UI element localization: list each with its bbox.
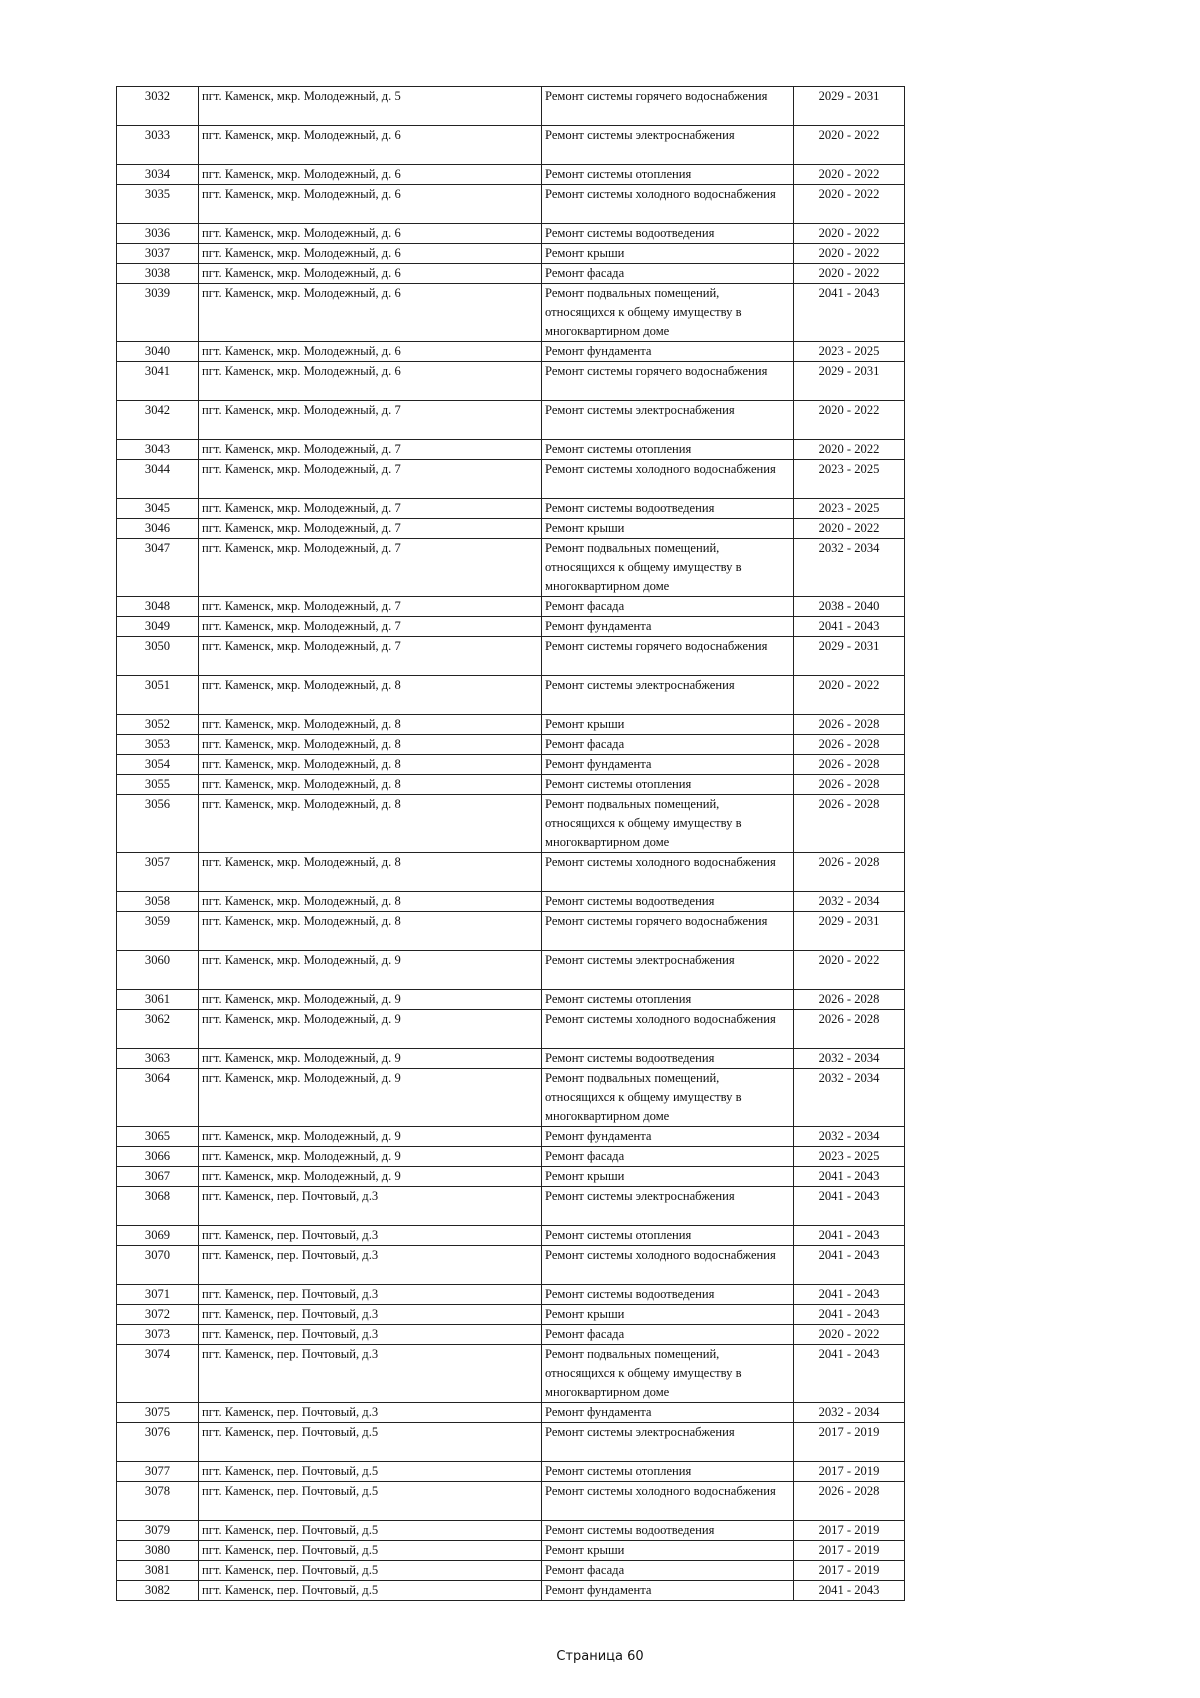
period-cell: 2017 - 2019 <box>794 1521 905 1541</box>
period-cell: 2041 - 2043 <box>794 1246 905 1285</box>
period-cell: 2026 - 2028 <box>794 795 905 853</box>
table-row <box>117 1167 905 1187</box>
row-number-cell: 3069 <box>117 1226 199 1246</box>
period-cell: 2029 - 2031 <box>794 637 905 676</box>
work-type-cell: Ремонт фасада <box>542 1147 794 1167</box>
work-type-cell: Ремонт системы водоотведения <box>542 499 794 519</box>
row-number-cell: 3068 <box>117 1187 199 1226</box>
address-cell: пгт. Каменск, мкр. Молодежный, д. 6 <box>199 284 542 342</box>
work-type-cell: Ремонт системы горячего водоснабжения <box>542 87 794 126</box>
period-cell: 2026 - 2028 <box>794 853 905 892</box>
period-cell: 2038 - 2040 <box>794 597 905 617</box>
row-number-cell: 3048 <box>117 597 199 617</box>
table-body <box>117 87 905 1601</box>
address-cell: пгт. Каменск, пер. Почтовый, д.3 <box>199 1226 542 1246</box>
address-cell: пгт. Каменск, мкр. Молодежный, д. 9 <box>199 1167 542 1187</box>
period-cell: 2041 - 2043 <box>794 1226 905 1246</box>
row-number-cell: 3047 <box>117 539 199 597</box>
table-row <box>117 126 905 165</box>
table-row <box>117 499 905 519</box>
address-cell: пгт. Каменск, мкр. Молодежный, д. 9 <box>199 1069 542 1127</box>
work-type-cell: Ремонт крыши <box>542 519 794 539</box>
table-row <box>117 244 905 264</box>
work-type-cell: Ремонт подвальных помещений, относящихся к общему имуществу в многоквартирном доме <box>542 284 794 342</box>
row-number-cell: 3070 <box>117 1246 199 1285</box>
period-cell: 2020 - 2022 <box>794 244 905 264</box>
work-type-cell: Ремонт системы холодного водоснабжения <box>542 1482 794 1521</box>
row-number-cell: 3050 <box>117 637 199 676</box>
address-cell: пгт. Каменск, мкр. Молодежный, д. 7 <box>199 617 542 637</box>
address-cell: пгт. Каменск, мкр. Молодежный, д. 6 <box>199 126 542 165</box>
work-type-cell: Ремонт системы электроснабжения <box>542 401 794 440</box>
row-number-cell: 3036 <box>117 224 199 244</box>
row-number-cell: 3060 <box>117 951 199 990</box>
period-cell: 2032 - 2034 <box>794 539 905 597</box>
work-type-cell: Ремонт крыши <box>542 1305 794 1325</box>
period-cell: 2020 - 2022 <box>794 185 905 224</box>
work-type-cell: Ремонт фундамента <box>542 1581 794 1601</box>
address-cell: пгт. Каменск, мкр. Молодежный, д. 9 <box>199 990 542 1010</box>
period-cell: 2023 - 2025 <box>794 499 905 519</box>
work-type-cell: Ремонт системы электроснабжения <box>542 1423 794 1462</box>
row-number-cell: 3079 <box>117 1521 199 1541</box>
address-cell: пгт. Каменск, мкр. Молодежный, д. 7 <box>199 539 542 597</box>
row-number-cell: 3065 <box>117 1127 199 1147</box>
row-number-cell: 3049 <box>117 617 199 637</box>
period-cell: 2041 - 2043 <box>794 1305 905 1325</box>
address-cell: пгт. Каменск, мкр. Молодежный, д. 6 <box>199 342 542 362</box>
table-row <box>117 1049 905 1069</box>
row-number-cell: 3071 <box>117 1285 199 1305</box>
row-number-cell: 3082 <box>117 1581 199 1601</box>
work-type-cell: Ремонт системы холодного водоснабжения <box>542 853 794 892</box>
row-number-cell: 3053 <box>117 735 199 755</box>
period-cell: 2017 - 2019 <box>794 1423 905 1462</box>
page-number: Страница 60 <box>556 1649 644 1664</box>
row-number-cell: 3052 <box>117 715 199 735</box>
table-row <box>117 1305 905 1325</box>
row-number-cell: 3075 <box>117 1403 199 1423</box>
period-cell: 2020 - 2022 <box>794 401 905 440</box>
work-type-cell: Ремонт подвальных помещений, относящихся к общему имуществу в многоквартирном доме <box>542 1069 794 1127</box>
work-type-cell: Ремонт крыши <box>542 1541 794 1561</box>
table-row <box>117 892 905 912</box>
work-type-cell: Ремонт фундамента <box>542 1403 794 1423</box>
period-cell: 2032 - 2034 <box>794 892 905 912</box>
row-number-cell: 3072 <box>117 1305 199 1325</box>
row-number-cell: 3044 <box>117 460 199 499</box>
table-row <box>117 1482 905 1521</box>
address-cell: пгт. Каменск, мкр. Молодежный, д. 7 <box>199 597 542 617</box>
work-type-cell: Ремонт крыши <box>542 1167 794 1187</box>
row-number-cell: 3041 <box>117 362 199 401</box>
row-number-cell: 3077 <box>117 1462 199 1482</box>
work-type-cell: Ремонт системы отопления <box>542 990 794 1010</box>
work-type-cell: Ремонт фасада <box>542 597 794 617</box>
address-cell: пгт. Каменск, мкр. Молодежный, д. 8 <box>199 853 542 892</box>
work-type-cell: Ремонт системы электроснабжения <box>542 951 794 990</box>
period-cell: 2032 - 2034 <box>794 1049 905 1069</box>
address-cell: пгт. Каменск, мкр. Молодежный, д. 8 <box>199 775 542 795</box>
period-cell: 2020 - 2022 <box>794 165 905 185</box>
table-row <box>117 224 905 244</box>
period-cell: 2029 - 2031 <box>794 362 905 401</box>
table-row <box>117 853 905 892</box>
work-type-cell: Ремонт системы отопления <box>542 1462 794 1482</box>
period-cell: 2026 - 2028 <box>794 775 905 795</box>
row-number-cell: 3037 <box>117 244 199 264</box>
period-cell: 2026 - 2028 <box>794 1010 905 1049</box>
table-row <box>117 676 905 715</box>
work-type-cell: Ремонт фасада <box>542 1325 794 1345</box>
address-cell: пгт. Каменск, пер. Почтовый, д.3 <box>199 1305 542 1325</box>
period-cell: 2026 - 2028 <box>794 755 905 775</box>
period-cell: 2026 - 2028 <box>794 990 905 1010</box>
address-cell: пгт. Каменск, мкр. Молодежный, д. 6 <box>199 244 542 264</box>
table-row <box>117 1325 905 1345</box>
address-cell: пгт. Каменск, мкр. Молодежный, д. 7 <box>199 440 542 460</box>
table-row <box>117 1285 905 1305</box>
row-number-cell: 3073 <box>117 1325 199 1345</box>
period-cell: 2041 - 2043 <box>794 1581 905 1601</box>
work-type-cell: Ремонт подвальных помещений, относящихся к общему имуществу в многоквартирном доме <box>542 539 794 597</box>
work-type-cell: Ремонт системы электроснабжения <box>542 126 794 165</box>
period-cell: 2041 - 2043 <box>794 1187 905 1226</box>
table-row <box>117 342 905 362</box>
address-cell: пгт. Каменск, мкр. Молодежный, д. 6 <box>199 224 542 244</box>
period-cell: 2041 - 2043 <box>794 284 905 342</box>
row-number-cell: 3051 <box>117 676 199 715</box>
period-cell: 2020 - 2022 <box>794 224 905 244</box>
table-row <box>117 401 905 440</box>
period-cell: 2020 - 2022 <box>794 440 905 460</box>
period-cell: 2032 - 2034 <box>794 1069 905 1127</box>
row-number-cell: 3034 <box>117 165 199 185</box>
work-type-cell: Ремонт фасада <box>542 735 794 755</box>
table-row <box>117 775 905 795</box>
table-row <box>117 1069 905 1127</box>
address-cell: пгт. Каменск, пер. Почтовый, д.3 <box>199 1325 542 1345</box>
address-cell: пгт. Каменск, мкр. Молодежный, д. 6 <box>199 185 542 224</box>
period-cell: 2041 - 2043 <box>794 617 905 637</box>
address-cell: пгт. Каменск, пер. Почтовый, д.5 <box>199 1561 542 1581</box>
address-cell: пгт. Каменск, мкр. Молодежный, д. 7 <box>199 637 542 676</box>
address-cell: пгт. Каменск, мкр. Молодежный, д. 7 <box>199 499 542 519</box>
period-cell: 2041 - 2043 <box>794 1167 905 1187</box>
address-cell: пгт. Каменск, пер. Почтовый, д.5 <box>199 1521 542 1541</box>
table-row <box>117 440 905 460</box>
address-cell: пгт. Каменск, мкр. Молодежный, д. 8 <box>199 912 542 951</box>
address-cell: пгт. Каменск, мкр. Молодежный, д. 8 <box>199 892 542 912</box>
table-row <box>117 1561 905 1581</box>
row-number-cell: 3054 <box>117 755 199 775</box>
table-row <box>117 519 905 539</box>
table-row <box>117 637 905 676</box>
work-type-cell: Ремонт системы горячего водоснабжения <box>542 912 794 951</box>
period-cell: 2026 - 2028 <box>794 735 905 755</box>
period-cell: 2020 - 2022 <box>794 519 905 539</box>
period-cell: 2032 - 2034 <box>794 1403 905 1423</box>
address-cell: пгт. Каменск, мкр. Молодежный, д. 8 <box>199 676 542 715</box>
address-cell: пгт. Каменск, пер. Почтовый, д.5 <box>199 1423 542 1462</box>
address-cell: пгт. Каменск, пер. Почтовый, д.3 <box>199 1187 542 1226</box>
address-cell: пгт. Каменск, пер. Почтовый, д.5 <box>199 1482 542 1521</box>
address-cell: пгт. Каменск, мкр. Молодежный, д. 6 <box>199 264 542 284</box>
row-number-cell: 3074 <box>117 1345 199 1403</box>
address-cell: пгт. Каменск, мкр. Молодежный, д. 9 <box>199 1147 542 1167</box>
period-cell: 2017 - 2019 <box>794 1561 905 1581</box>
row-number-cell: 3078 <box>117 1482 199 1521</box>
table-row <box>117 1127 905 1147</box>
address-cell: пгт. Каменск, мкр. Молодежный, д. 8 <box>199 715 542 735</box>
period-cell: 2020 - 2022 <box>794 951 905 990</box>
table-row <box>117 1521 905 1541</box>
table-row <box>117 1147 905 1167</box>
period-cell: 2026 - 2028 <box>794 1482 905 1521</box>
work-type-cell: Ремонт крыши <box>542 715 794 735</box>
address-cell: пгт. Каменск, мкр. Молодежный, д. 6 <box>199 165 542 185</box>
work-type-cell: Ремонт фасада <box>542 1561 794 1581</box>
row-number-cell: 3046 <box>117 519 199 539</box>
table-row <box>117 185 905 224</box>
address-cell: пгт. Каменск, мкр. Молодежный, д. 8 <box>199 795 542 853</box>
work-type-cell: Ремонт фундамента <box>542 617 794 637</box>
address-cell: пгт. Каменск, мкр. Молодежный, д. 9 <box>199 1010 542 1049</box>
table-row <box>117 1581 905 1601</box>
period-cell: 2023 - 2025 <box>794 1147 905 1167</box>
period-cell: 2017 - 2019 <box>794 1462 905 1482</box>
work-type-cell: Ремонт системы водоотведения <box>542 1049 794 1069</box>
work-type-cell: Ремонт фундамента <box>542 755 794 775</box>
table-row <box>117 912 905 951</box>
address-cell: пгт. Каменск, пер. Почтовый, д.5 <box>199 1462 542 1482</box>
address-cell: пгт. Каменск, пер. Почтовый, д.3 <box>199 1246 542 1285</box>
table-row <box>117 1423 905 1462</box>
work-type-cell: Ремонт системы водоотведения <box>542 224 794 244</box>
address-cell: пгт. Каменск, пер. Почтовый, д.3 <box>199 1403 542 1423</box>
table-row <box>117 795 905 853</box>
work-type-cell: Ремонт системы отопления <box>542 165 794 185</box>
period-cell: 2041 - 2043 <box>794 1345 905 1403</box>
period-cell: 2023 - 2025 <box>794 460 905 499</box>
row-number-cell: 3064 <box>117 1069 199 1127</box>
row-number-cell: 3045 <box>117 499 199 519</box>
work-type-cell: Ремонт системы отопления <box>542 1226 794 1246</box>
table-row <box>117 87 905 126</box>
row-number-cell: 3043 <box>117 440 199 460</box>
address-cell: пгт. Каменск, пер. Почтовый, д.3 <box>199 1345 542 1403</box>
period-cell: 2026 - 2028 <box>794 715 905 735</box>
table-row <box>117 597 905 617</box>
period-cell: 2029 - 2031 <box>794 912 905 951</box>
row-number-cell: 3035 <box>117 185 199 224</box>
work-type-cell: Ремонт крыши <box>542 244 794 264</box>
work-type-cell: Ремонт подвальных помещений, относящихся к общему имуществу в многоквартирном доме <box>542 795 794 853</box>
work-type-cell: Ремонт системы холодного водоснабжения <box>542 460 794 499</box>
table-row <box>117 1187 905 1226</box>
row-number-cell: 3062 <box>117 1010 199 1049</box>
table-row <box>117 1541 905 1561</box>
row-number-cell: 3056 <box>117 795 199 853</box>
work-type-cell: Ремонт фасада <box>542 264 794 284</box>
row-number-cell: 3061 <box>117 990 199 1010</box>
table-row <box>117 1345 905 1403</box>
work-type-cell: Ремонт фундамента <box>542 1127 794 1147</box>
row-number-cell: 3058 <box>117 892 199 912</box>
row-number-cell: 3076 <box>117 1423 199 1462</box>
address-cell: пгт. Каменск, мкр. Молодежный, д. 8 <box>199 755 542 775</box>
row-number-cell: 3039 <box>117 284 199 342</box>
work-type-cell: Ремонт системы электроснабжения <box>542 1187 794 1226</box>
table-row <box>117 1226 905 1246</box>
table-row <box>117 735 905 755</box>
period-cell: 2032 - 2034 <box>794 1127 905 1147</box>
address-cell: пгт. Каменск, мкр. Молодежный, д. 6 <box>199 362 542 401</box>
period-cell: 2023 - 2025 <box>794 342 905 362</box>
work-type-cell: Ремонт системы холодного водоснабжения <box>542 185 794 224</box>
work-type-cell: Ремонт системы водоотведения <box>542 1521 794 1541</box>
table-row <box>117 951 905 990</box>
address-cell: пгт. Каменск, мкр. Молодежный, д. 7 <box>199 401 542 440</box>
row-number-cell: 3067 <box>117 1167 199 1187</box>
address-cell: пгт. Каменск, мкр. Молодежный, д. 5 <box>199 87 542 126</box>
work-type-cell: Ремонт системы горячего водоснабжения <box>542 362 794 401</box>
repair-schedule-table <box>116 86 905 1601</box>
work-type-cell: Ремонт системы горячего водоснабжения <box>542 637 794 676</box>
period-cell: 2020 - 2022 <box>794 676 905 715</box>
table-row <box>117 1403 905 1423</box>
table-row <box>117 284 905 342</box>
period-cell: 2017 - 2019 <box>794 1541 905 1561</box>
work-type-cell: Ремонт системы водоотведения <box>542 1285 794 1305</box>
table-row <box>117 990 905 1010</box>
address-cell: пгт. Каменск, мкр. Молодежный, д. 9 <box>199 1127 542 1147</box>
work-type-cell: Ремонт фундамента <box>542 342 794 362</box>
row-number-cell: 3055 <box>117 775 199 795</box>
table-row <box>117 755 905 775</box>
work-type-cell: Ремонт системы водоотведения <box>542 892 794 912</box>
period-cell: 2041 - 2043 <box>794 1285 905 1305</box>
period-cell: 2029 - 2031 <box>794 87 905 126</box>
address-cell: пгт. Каменск, пер. Почтовый, д.5 <box>199 1541 542 1561</box>
work-type-cell: Ремонт системы отопления <box>542 440 794 460</box>
address-cell: пгт. Каменск, мкр. Молодежный, д. 9 <box>199 1049 542 1069</box>
row-number-cell: 3063 <box>117 1049 199 1069</box>
row-number-cell: 3032 <box>117 87 199 126</box>
work-type-cell: Ремонт системы холодного водоснабжения <box>542 1246 794 1285</box>
period-cell: 2020 - 2022 <box>794 126 905 165</box>
row-number-cell: 3042 <box>117 401 199 440</box>
work-type-cell: Ремонт подвальных помещений, относящихся к общему имуществу в многоквартирном доме <box>542 1345 794 1403</box>
row-number-cell: 3033 <box>117 126 199 165</box>
row-number-cell: 3066 <box>117 1147 199 1167</box>
address-cell: пгт. Каменск, мкр. Молодежный, д. 9 <box>199 951 542 990</box>
row-number-cell: 3057 <box>117 853 199 892</box>
table-row <box>117 715 905 735</box>
row-number-cell: 3059 <box>117 912 199 951</box>
address-cell: пгт. Каменск, пер. Почтовый, д.3 <box>199 1285 542 1305</box>
work-type-cell: Ремонт системы холодного водоснабжения <box>542 1010 794 1049</box>
table-row <box>117 1010 905 1049</box>
address-cell: пгт. Каменск, мкр. Молодежный, д. 7 <box>199 460 542 499</box>
table-row <box>117 165 905 185</box>
table-row <box>117 539 905 597</box>
table-row <box>117 617 905 637</box>
table-row <box>117 264 905 284</box>
row-number-cell: 3081 <box>117 1561 199 1581</box>
period-cell: 2020 - 2022 <box>794 264 905 284</box>
table-row <box>117 460 905 499</box>
address-cell: пгт. Каменск, мкр. Молодежный, д. 8 <box>199 735 542 755</box>
work-type-cell: Ремонт системы отопления <box>542 775 794 795</box>
address-cell: пгт. Каменск, мкр. Молодежный, д. 7 <box>199 519 542 539</box>
period-cell: 2020 - 2022 <box>794 1325 905 1345</box>
row-number-cell: 3040 <box>117 342 199 362</box>
address-cell: пгт. Каменск, пер. Почтовый, д.5 <box>199 1581 542 1601</box>
table-row <box>117 362 905 401</box>
work-type-cell: Ремонт системы электроснабжения <box>542 676 794 715</box>
row-number-cell: 3038 <box>117 264 199 284</box>
table-row <box>117 1246 905 1285</box>
table-row <box>117 1462 905 1482</box>
row-number-cell: 3080 <box>117 1541 199 1561</box>
